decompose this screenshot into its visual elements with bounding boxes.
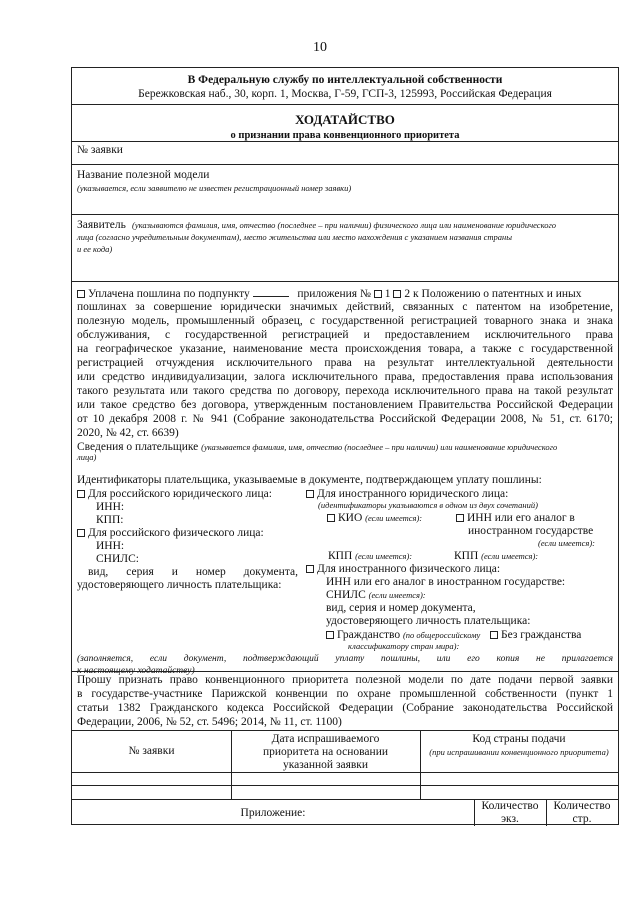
request-line: Прошу признать право конвенционного приоритета полезной модели по дате подачи первой заявки [77,674,613,686]
foreign-legal-entity: Для иностранного юридического лица: [306,487,508,501]
applicant-hint: (указываются фамилия, имя, отчество (последнее – при наличии) физического лица или наименование юридического [132,220,557,230]
divider [72,164,618,165]
citizenship-hint: классификатору стран мира): [348,641,460,651]
pages-count-header: стр. [572,813,592,825]
attachments-label: Приложение: [240,807,306,819]
petition-subtitle: о признании права конвенционного приоритета [230,130,460,141]
identifiers-heading: Идентификаторы плательщика, указываемые в документе, подтверждающем уплату пошлины: [77,474,542,486]
fee-text-line: или средство индивидуализации, залога исключительного права, предоставления права использования [77,371,613,383]
payer-info: Сведения о плательщике (указывается фамилия, имя, отчество (последнее – при наличии) или наименование юридического [77,441,558,453]
ru-legal-entity: Для российского юридического лица: [77,487,272,501]
fill-note: (заполняется, если документ, подтверждающий уплату пошлины, или его копия не прилагается [77,654,613,664]
ru-natural-person: Для российского физического лица: [77,526,264,540]
fee-text-line: регистрацией отчуждения исключительного права на результат интеллектуальной деятельности [77,357,613,369]
citizenship-field: Гражданство (по общероссийскому [326,628,480,642]
stateless-field: Без гражданства [490,628,581,642]
pages-count-header: Количество [553,800,611,812]
foreign-inn-field: ИНН или его аналог в [456,511,575,525]
kio-field: КИО (если имеется): [327,511,422,525]
foreign-inn-label: ИНН или его аналог в иностранном государстве: [326,576,566,588]
stateless-checkbox[interactable] [490,631,498,639]
foreign-inn-checkbox[interactable] [456,514,464,522]
divider [72,671,618,672]
col-country-code: Код страны подачи [472,733,566,745]
fee-text-line: такого результата или такого средства по договору, перехода исключительного права на такой результат [77,385,613,397]
col-priority-date: указанной заявки [282,759,369,771]
copies-count-header: Количество [481,800,539,812]
divider [72,281,618,282]
copies-count-header: экз. [501,813,519,825]
fee-text-line: пошлинах за совершение юридически значимых действий, связанных с патентом на изобретение, [77,301,613,313]
col-priority-date: Дата испрашиваемого [271,733,380,745]
ru-legal-checkbox[interactable] [77,490,85,498]
foreign-natural-person: Для иностранного физического лица: [306,562,500,576]
foreign-doc-label: вид, серия и номер документа, [326,602,476,614]
col-country-code-hint: (при испрашивании конвенционного приоритета) [429,747,609,757]
fee-paid-line: Уплачена пошлина по подпункту приложения № 1 2 к Положению о патентных и иных [77,286,613,301]
divider [72,214,618,215]
petition-form [71,67,619,825]
fee-text-line: обслуживания, с государственной регистрацией и предоставлением исключительного права [77,329,613,341]
document-line: удостоверяющего личность плательщика: [77,579,282,591]
table-row [72,772,618,773]
address: Бережковская наб., 30, корп. 1, Москва, Г-59, ГСП-3, 125993, Российская Федерация [138,88,552,100]
applicant-hint: и ее кода) [77,244,113,254]
annex-2-checkbox[interactable] [393,290,401,298]
kio-checkbox[interactable] [327,514,335,522]
divider [72,141,618,142]
fee-paid-checkbox[interactable] [77,290,85,298]
page-number: 10 [313,40,327,55]
petition-title: ХОДАТАЙСТВО [295,112,395,127]
request-line: статьи 1382 Гражданского кодекса Российской Федерации (Собрание законодательства Российской [77,702,613,714]
kpp-left: КПП (если имеется): [328,550,413,562]
citizenship-checkbox[interactable] [326,631,334,639]
foreign-snils-label: СНИЛС (если имеется): [326,589,426,601]
utility-model-label: Название полезной модели [77,169,210,181]
application-number-label: № заявки [77,144,123,156]
foreign-legal-checkbox[interactable] [306,490,314,498]
foreign-inn-field: иностранном государстве [468,525,594,537]
foreign-legal-hint: (идентификаторы указываются в одном из двух сочетаний) [318,500,538,510]
snils-label: СНИЛС: [96,553,139,565]
divider [72,730,618,731]
applicant-label: Заявитель [77,219,126,231]
foreign-person-checkbox[interactable] [306,565,314,573]
fee-text-line: 2020, № 42, ст. 6639) [77,427,179,439]
payer-hint: лица) [77,452,97,462]
request-line: Федерации, 2006, № 52, ст. 5496; 2014, № 11, ст. 1100) [77,716,342,728]
ru-person-checkbox[interactable] [77,529,85,537]
subparagraph-blank[interactable] [253,286,289,297]
document-line: вид, серия и номер документа, [88,566,298,578]
inn-label: ИНН: [96,540,125,552]
fee-text-line: или такое средство без договора, утвержденным постановлением Правительства Российской Федерации [77,399,613,411]
addressee: В Федеральную службу по интеллектуальной собственности [187,74,503,86]
request-line: в государстве-участнике Парижской конвенции по охране промышленной собственности (пункт 1 [77,688,613,700]
inn-label: ИНН: [96,501,125,513]
fee-text-line: от 10 декабря 2008 г. № 941 (Собрание законодательства Российской Федерации 2008, № 51, ст. 6170; [77,413,613,425]
kpp-label: КПП: [96,514,124,526]
col-application-number: № заявки [128,745,175,757]
fill-note: к настоящему ходатайству) [77,666,195,676]
fee-text-line: полезную модель, промышленный образец, с государственной регистрацией товарного знака и знака [77,315,613,327]
kpp-right: КПП (если имеется): [454,550,539,562]
foreign-inn-hint: (если имеется): [538,538,595,548]
annex-1-checkbox[interactable] [374,290,382,298]
table-row [72,785,618,786]
utility-model-hint: (указывается, если заявителю не известен регистрационный номер заявки) [77,183,352,193]
divider [72,104,618,105]
foreign-doc-label: удостоверяющего личность плательщика: [326,615,531,627]
applicant-hint: лица (согласно учредительным документам), место жительства или место нахождения с указанием названия страны [77,232,512,242]
col-priority-date: приоритета на основании [262,746,388,758]
fee-text-line: на географическое указание, наименование места происхождения товара, а также с государственной [77,343,613,355]
